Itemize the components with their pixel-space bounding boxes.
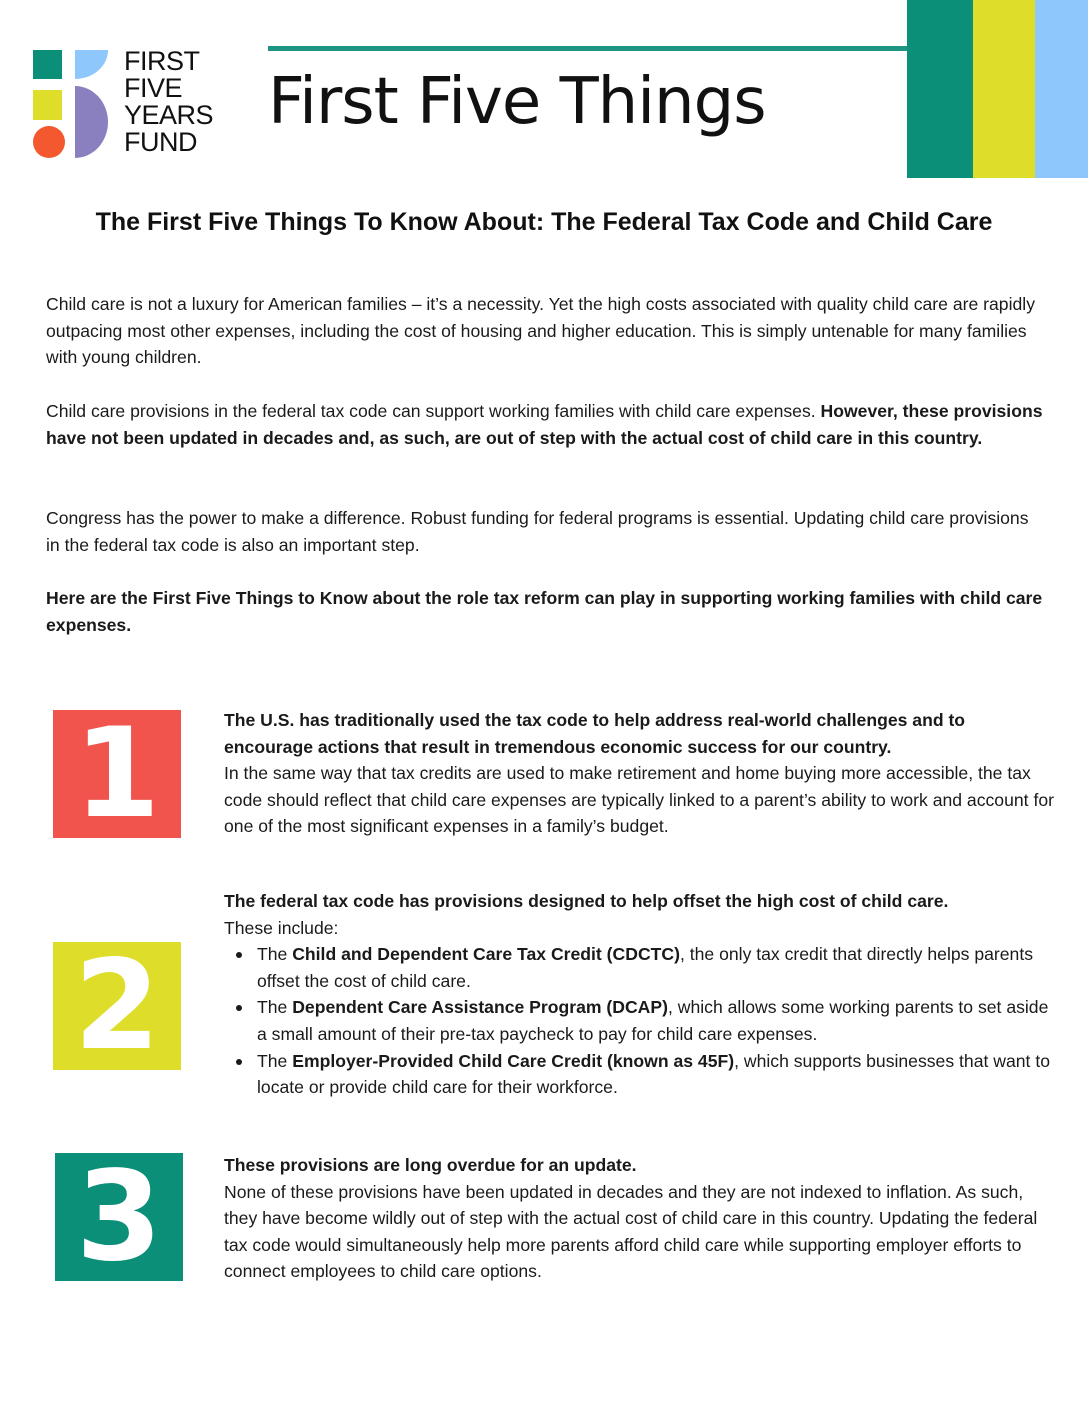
number-badge-1: 1 [53, 710, 181, 838]
logo-wordmark [124, 48, 213, 156]
decorative-stripe-blue [1035, 0, 1088, 178]
intro-paragraph-4: Here are the First Five Things to Know about the role tax reform can play in supporting working families with child care expenses. [46, 588, 1043, 635]
list-item [224, 1048, 1054, 1101]
logo-line: FIRST [124, 46, 200, 76]
intro-paragraph-2 [46, 398, 1046, 451]
thing-2-list [224, 941, 1054, 1101]
list-item-term: Employer-Provided Child Care Credit (known as 45F) [292, 1050, 735, 1071]
thing-3-body: None of these provisions have been updated in decades and they are not indexed to inflation. As such, they have become wildly out of step with the actual cost of child care in this country. Updating the federal tax code would simultaneously help more parents afford child care while supporting employer efforts to connect employees to child care options. [224, 1181, 1038, 1282]
intro-paragraph-2-emphasis: However, these provisions have not been updated in decades and, as such, are out of step with the actual cost of child care in this country. [46, 401, 1043, 448]
thing-1 [224, 707, 1054, 840]
list-item-term: Dependent Care Assistance Program (DCAP) [292, 997, 668, 1018]
list-item-description: , which allows some working parents to set aside a small amount of their pre-tax paycheck to pay for child care expenses. [257, 997, 1049, 1044]
logo-blue-shape [75, 50, 108, 79]
list-item-description: , the only tax credit that directly helps parents offset the cost of child care. [257, 944, 1034, 991]
list-item-prefix: The [257, 997, 293, 1018]
logo-line: FIVE [124, 73, 183, 103]
thing-2-body: These include: [224, 917, 339, 938]
intro-paragraph-2-text: Child care provisions in the federal tax code can support working families with child care expenses. [46, 401, 821, 421]
logo-orange-dot [33, 126, 65, 158]
thing-2-heading: The federal tax code has provisions designed to help offset the high cost of child care. [224, 891, 949, 911]
logo-yellow-shape [33, 90, 62, 120]
thing-1-heading: The U.S. has traditionally used the tax code to help address real-world challenges and to encourage actions that result in tremendous economic success for our country. [224, 710, 966, 757]
thing-1-body: In the same way that tax credits are used to make retirement and home buying more accessible, the tax code should reflect that child care expenses are typically linked to a parent’s ability to work and account for one of the most significant expenses in a family’s budget. [224, 763, 1054, 837]
thing-3 [224, 1152, 1054, 1285]
document-title: The First Five Things To Know About: The Federal Tax Code and Child Care [95, 208, 993, 236]
decorative-stripe-teal [907, 0, 973, 178]
intro-paragraph-1: Child care is not a luxury for American families – it’s a necessity. Yet the high costs associated with quality child care are rapidly outpacing most other expenses, including the cost of housing and higher education. This is simply untenable for many families with young children. [46, 294, 1035, 368]
logo-purple-shape [75, 86, 108, 158]
list-item-prefix: The [257, 944, 293, 965]
list-item-description: , which supports businesses that want to locate or provide child care for their workforce. [257, 1050, 1050, 1098]
header-rule [268, 46, 908, 51]
thing-3-heading: These provisions are long overdue for an update. [224, 1155, 637, 1175]
page-brand-title: First Five Things [268, 65, 766, 139]
list-item [224, 941, 1054, 994]
list-item-term: Child and Dependent Care Tax Credit (CDCTC) [292, 944, 680, 965]
intro-paragraph-3: Congress has the power to make a difference. Robust funding for federal programs is essential. Updating child care provisions in the federal tax code is also an important step. [46, 508, 1029, 555]
number-badge-2: 2 [53, 942, 181, 1070]
list-item-prefix: The [257, 1050, 293, 1071]
list-item [224, 994, 1054, 1047]
logo-line: FUND [124, 127, 197, 157]
logo-teal-square [33, 50, 62, 79]
decorative-stripe-yellow [973, 0, 1035, 178]
thing-2 [224, 888, 1054, 1101]
logo-line: YEARS [124, 100, 214, 130]
number-badge-3: 3 [55, 1153, 183, 1281]
